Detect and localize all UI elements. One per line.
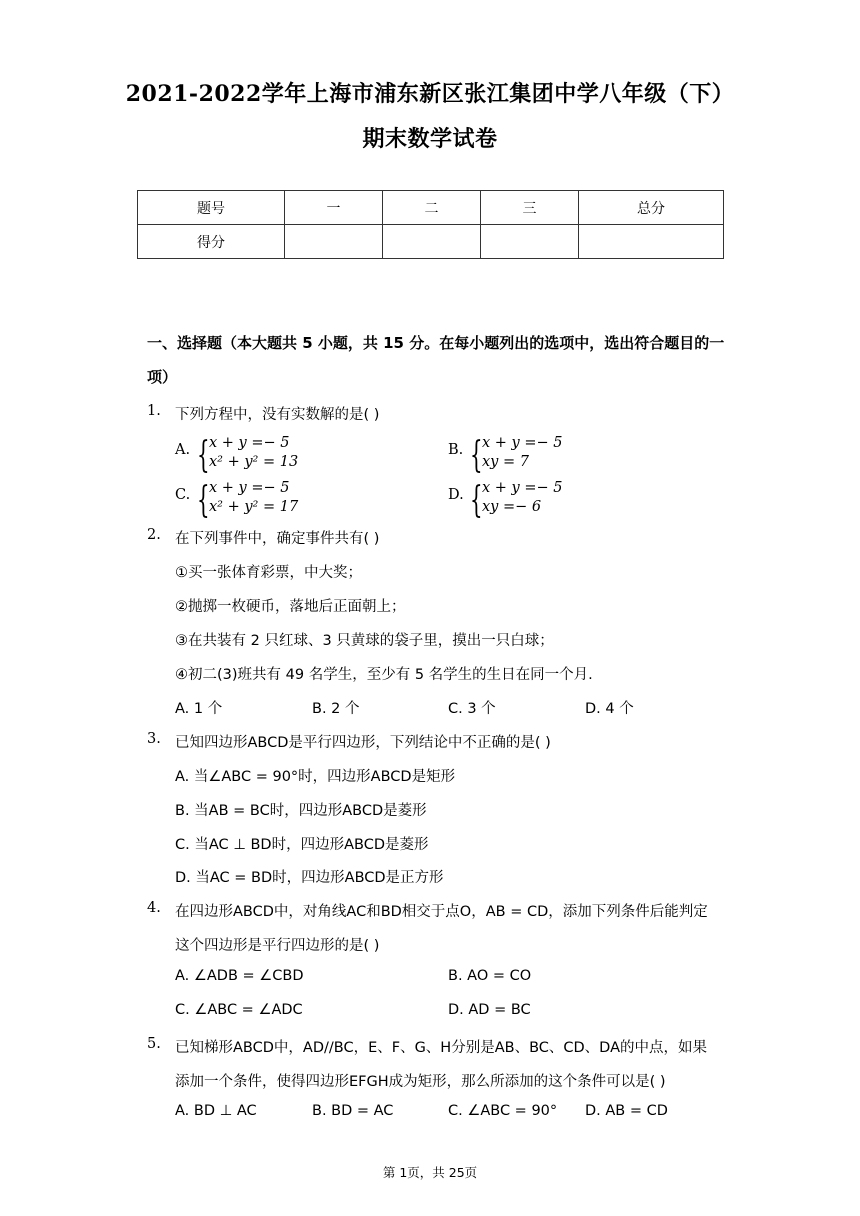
option-d-letter: D.	[448, 487, 464, 503]
score-cell	[383, 225, 481, 259]
score-row-label: 得分	[138, 225, 285, 259]
option-c: C. 当AC ⊥ BD时，四边形ABCD是菱形	[175, 837, 429, 853]
equation: x + y =− 5	[209, 435, 290, 451]
option-a: A. 当∠ABC = 90°时，四边形ABCD是矩形	[175, 769, 456, 785]
option-b-letter: B.	[448, 442, 464, 458]
option-letter	[448, 487, 464, 503]
option-d: D. AD = BC	[448, 1002, 531, 1018]
question-stem: 下列方程中，没有实数解的是( )	[175, 407, 380, 423]
option-d: D. 4 个	[585, 701, 634, 717]
option-a-letter: A.	[175, 442, 191, 458]
score-header-cell: 题号	[138, 191, 285, 225]
exam-title-line2: 期末数学试卷	[362, 126, 498, 152]
score-header-cell: 总分	[579, 191, 724, 225]
equation: x + y =− 5	[482, 435, 563, 451]
score-cell	[579, 225, 724, 259]
equation: x² + y² = 13	[209, 454, 299, 470]
option-c: C. ∠ABC = 90°	[448, 1103, 558, 1119]
question-stem: 已知四边形ABCD是平行四边形，下列结论中不正确的是( )	[175, 735, 551, 751]
option-letter	[175, 442, 190, 458]
section-heading: 一、选择题（本大题共 5 小题，共 15 分。在每小题列出的选项中，选出符合题目的一	[147, 334, 725, 352]
event-item: ②抛掷一枚硬币，落地后正面朝上；	[175, 599, 406, 615]
question-stem: 在下列事件中，确定事件共有( )	[175, 531, 380, 547]
question-number: 2.	[147, 527, 161, 543]
option-a: A. ∠ADB = ∠CBD	[175, 968, 304, 984]
question-stem-cont: 添加一个条件，使得四边形EFGH成为矩形，那么所添加的这个条件可以是( )	[175, 1074, 666, 1090]
equation: x + y =− 5	[482, 480, 563, 496]
brace-icon: {	[197, 480, 210, 521]
option-d: D. 当AC = BD时，四边形ABCD是正方形	[175, 870, 444, 886]
question-number: 3.	[147, 731, 161, 747]
score-table-header-row	[138, 191, 724, 225]
option-c: C. ∠ABC = ∠ADC	[175, 1002, 303, 1018]
equation: x + y =− 5	[209, 480, 290, 496]
equation: x² + y² = 17	[209, 499, 299, 515]
option-b: B. BD = AC	[312, 1103, 394, 1119]
question-number: 5.	[147, 1036, 161, 1052]
question-number: 1.	[147, 403, 161, 419]
option-b: B. AO = CO	[448, 968, 532, 984]
option-d: D. AB = CD	[585, 1103, 668, 1119]
brace-icon: {	[470, 435, 483, 476]
exam-title-line1: 2021-2022学年上海市浦东新区张江集团中学八年级（下）	[125, 81, 735, 107]
option-b: B. 当AB = BC时，四边形ABCD是菱形	[175, 803, 427, 819]
score-header-cell: 一	[285, 191, 383, 225]
option-a: A. BD ⊥ AC	[175, 1103, 257, 1119]
brace-icon: {	[197, 435, 210, 476]
option-b: B. 2 个	[312, 701, 360, 717]
equation: xy =− 6	[482, 499, 542, 515]
event-item: ④初二(3)班共有 49 名学生，至少有 5 名学生的生日在同一个月.	[175, 667, 593, 683]
equation: xy = 7	[482, 454, 529, 470]
question-stem: 已知梯形ABCD中，AD//BC，E、F、G、H分别是AB、BC、CD、DA的中点，如果	[175, 1040, 708, 1056]
question-stem: 在四边形ABCD中，对角线AC和BD相交于点O，AB = CD，添加下列条件后能判定	[175, 904, 708, 920]
option-letter	[175, 487, 190, 503]
event-item: ①买一张体育彩票，中大奖；	[175, 565, 362, 581]
page-footer: 第 1页，共 25页	[382, 1165, 478, 1180]
section-heading-cont: 项）	[147, 368, 178, 386]
score-table-score-row	[138, 225, 724, 259]
option-a: A. 1 个	[175, 701, 223, 717]
option-c: C. 3 个	[448, 701, 496, 717]
score-header-cell: 二	[383, 191, 481, 225]
score-header-cell: 三	[481, 191, 579, 225]
score-cell	[285, 225, 383, 259]
score-cell	[481, 225, 579, 259]
option-letter	[448, 442, 463, 458]
question-number: 4.	[147, 900, 161, 916]
event-item: ③在共装有 2 只红球、3 只黄球的袋子里，摸出一只白球；	[175, 633, 554, 649]
brace-icon: {	[470, 480, 483, 521]
option-c-letter: C.	[175, 487, 191, 503]
question-stem-cont: 这个四边形是平行四边形的是( )	[175, 938, 380, 954]
score-table	[137, 190, 724, 259]
